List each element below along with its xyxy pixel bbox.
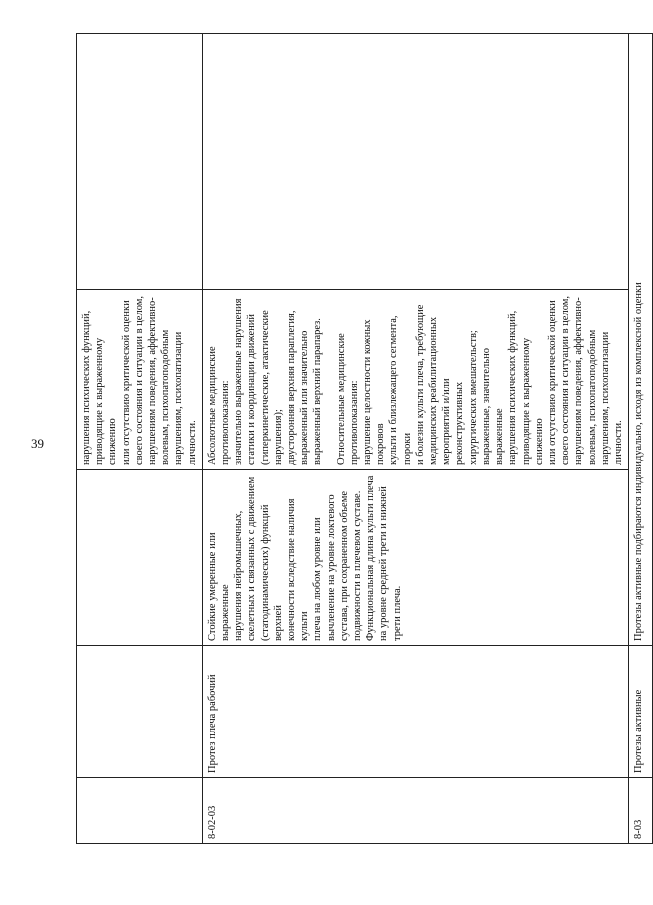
device-table — [76, 33, 653, 844]
empty-cell — [77, 34, 203, 290]
relative-contraindications: Относительные медицинские противопоказания: нарушение целостности кожных покровов культи и близлежащего сегмента, пороки и болезни культи плеча, требующие медицинских реабилитационных мероприятий и/или реконструктивных хирургических вмешательств; выраженные, значительно выраженные нарушения психических функций, приводящие к выраженному снижению или отсутствию критической оценки своего состояния и ситуации в целом, нарушениям поведения, аффективно- волевым, психопатоподобным нарушениям, психопатизации личности. — [335, 295, 624, 465]
page-number: 39 — [31, 436, 44, 451]
indications-cell — [77, 470, 203, 646]
table-row — [629, 34, 653, 844]
merged-note-cell: Протезы активные подбираются индивидуально, исходя из комплексной оценки — [629, 34, 653, 646]
code-cell: 8-02-03 — [202, 778, 628, 844]
contraindications-cell: нарушения психических функций, приводящие к выраженному снижению или отсутствию критической оценки своего состояния и ситуации в целом, нарушениям поведения, аффективно- волевым, психопатоподобным нарушениям, психопатизации личности. — [77, 290, 203, 470]
code-cell: 8-03 — [629, 778, 653, 844]
contraindications-cell — [202, 290, 628, 470]
indications-cell: Стойкие умеренные или выраженные нарушения нейромышечных, скелетных и связанных с движением (статодинамических) функций верхней конечности вследствие наличия культи плеча на любом уровне или вычленение на уровне локтевого сустава, при сохраненном объеме подвижности в плечевом суставе. Функциональная длина культи плеча на уровне средней трети и нижней трети плеча. — [202, 470, 628, 646]
table-row — [77, 34, 203, 844]
spacer — [325, 294, 335, 465]
empty-cell — [202, 34, 628, 290]
absolute-contraindications: Абсолютные медицинские противопоказания: значительно выраженные нарушения статики и координации движений (гиперкинетические, атактические нарушения); двусторонняя верхняя параплегия, выраженный или значительно выраженный верхний парапарез. — [206, 298, 324, 465]
name-cell: Протез плеча рабочий — [202, 646, 628, 778]
rotated-table-area — [76, 34, 645, 844]
table-row — [202, 34, 628, 844]
name-cell — [77, 646, 203, 778]
code-cell — [77, 778, 203, 844]
name-cell: Протезы активные — [629, 646, 653, 778]
table-page — [76, 34, 645, 844]
